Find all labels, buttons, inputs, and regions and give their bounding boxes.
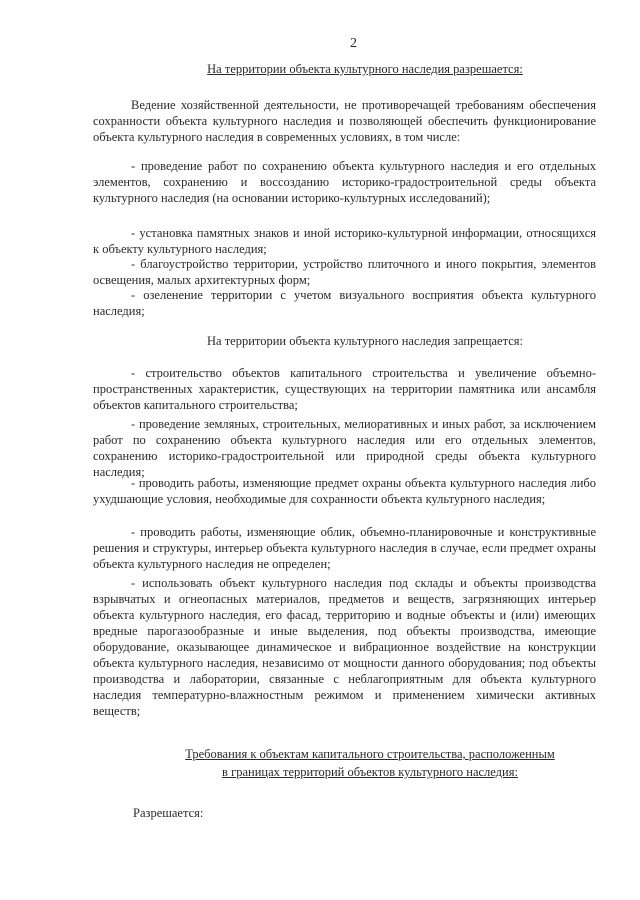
prohibited-item: - использовать объект культурного наследия под склады и объекты производства взрывчатых и огнеопасных материалов, предметов и веществ, загрязняющих интерьер объекта культурного наследия, его фасад, территорию и водные объекты и (или) имеющих вредные парогазообразные и иные выделения, под объекты производства, имеющие оборудование, оказывающее динамическое и вибрационное воздействие на конструкции объекта культурного наследия, независимо от мощности данного оборудования; под объекты производства и лаборатории, связанные с неблагоприятным для объекта культурного наследия температурно-влажностным режимом и применением химически активных веществ; [93, 576, 596, 718]
page-number: 2 [350, 36, 357, 51]
allowed-item: - благоустройство территории, устройство плиточного и иного покрытия, элементов освещения, малых архитектурных форм; [93, 257, 596, 287]
section-heading-prohibited: На территории объекта культурного наследия запрещается: [207, 334, 523, 348]
section-heading-allowed: На территории объекта культурного наследия разрешается: [207, 62, 523, 76]
allowed-item: - проведение работ по сохранению объекта культурного наследия и его отдельных элементов, сохранению и воссозданию историко-градостроительной среды объекта культурного наследия (на основании историко-культурных исследований); [93, 159, 596, 205]
requirements-heading-line1: Требования к объектам капитального строительства, расположенным [185, 747, 555, 761]
prohibited-item: - проведение земляных, строительных, мелиоративных и иных работ, за исключением работ по сохранению объекта культурного наследия или его отдельных элементов, сохранению историко-градостроительной или природной среды объекта культурного наследия; [93, 417, 596, 479]
intro-paragraph: Ведение хозяйственной деятельности, не противоречащей требованиям обеспечения сохранности объекта культурного наследия и позволяющей обеспечить функционирование объекта культурного наследия в современных условиях, в том числе: [93, 98, 596, 144]
allowed-item: - установка памятных знаков и иной историко-культурной информации, относящихся к объекту культурного наследия; [93, 226, 596, 256]
prohibited-item: - проводить работы, изменяющие облик, объемно-планировочные и конструктивные решения и структуры, интерьер объекта культурного наследия в случае, если предмет охраны объекта культурного наследия не определен; [93, 525, 596, 571]
prohibited-item: - проводить работы, изменяющие предмет охраны объекта культурного наследия либо ухудшающие условия, необходимые для сохранности объекта культурного наследия; [93, 476, 596, 506]
prohibited-item: - строительство объектов капитального строительства и увеличение объемно-пространственных характеристик, существующих на территории памятника или ансамбля объектов капитального строительства; [93, 366, 596, 412]
allowed-label: Разрешается: [133, 806, 204, 820]
requirements-heading-line2: в границах территорий объектов культурного наследия: [222, 765, 518, 779]
section-heading-requirements [120, 745, 620, 781]
allowed-item: - озеленение территории с учетом визуального восприятия объекта культурного наследия; [93, 288, 596, 318]
